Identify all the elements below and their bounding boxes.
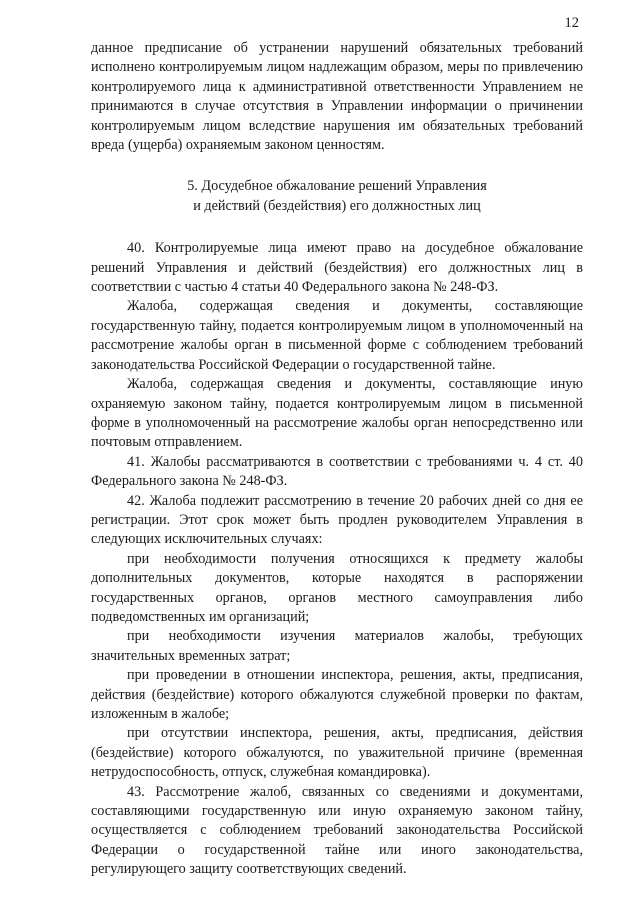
paragraph-40: 40. Контролируемые лица имеют право на досудебное обжалование решений Управления и действий (бездействия) его должностных лиц в соответствии с частью 4 статьи 40 Федерального закона № 248-ФЗ. xyxy=(91,240,583,296)
section-heading xyxy=(91,177,583,216)
page-content xyxy=(91,39,583,880)
intro-paragraph: данное предписание об устранении нарушений обязательных требований исполнено контролируемым лицом надлежащим образом, меры по привлечению контролируемого лица к административной ответственности Управлением не принимаются в случае отсутствия в Управлении информации о причинении контролируемым лицом вследствие нарушения им обязательных требований вреда (ущерба) охраняемым законом ценностям. xyxy=(91,40,583,154)
paragraph-case-documents: при необходимости получения относящихся к предмету жалобы дополнительных документов, которые находятся в распоряжении государственных органов, органов местного самоуправления либо подведомственных им организаций; xyxy=(91,550,583,625)
paragraph-case-absence: при отсутствии инспектора, решения, акты, предписания, действия (бездействие) которого обжалуются, по уважительной причине (временная нетрудоспособность, отпуск, служебная командировка). xyxy=(91,725,583,781)
paragraph-case-inspection: при проведении в отношении инспектора, решения, акты, предписания, действия (бездействие) которого обжалуются служебной проверки по фактам, изложенным в жалобе; xyxy=(91,667,583,722)
paragraph-42: 42. Жалоба подлежит рассмотрению в течение 20 рабочих дней со дня ее регистрации. Этот срок может быть продлен руководителем Управления в следующих исключительных случаях: xyxy=(91,492,583,548)
paragraph-43: 43. Рассмотрение жалоб, связанных со сведениями и документами, составляющими государственную или иную охраняемую законом тайну, осуществляется с соблюдением требований законодательства Российской Федерации о государственной тайне или иного законодательства, регулирующего защиту соответствующих сведений. xyxy=(91,783,583,878)
paragraph-state-secret-complaint: Жалоба, содержащая сведения и документы, составляющие государственную тайну, подается контролируемым лицом в уполномоченный на рассмотрение жалобы орган в письменной форме с соблюдением требований законодательства Российской Федерации о государственной тайне. xyxy=(91,298,583,373)
paragraph-41: 41. Жалобы рассматриваются в соответствии с требованиями ч. 4 ст. 40 Федерального закона № 248-ФЗ. xyxy=(91,453,583,490)
paragraph-case-materials: при необходимости изучения материалов жалобы, требующих значительных временных затрат; xyxy=(91,628,583,664)
section-heading-line-2: и действий (бездействия) его должностных лиц xyxy=(193,197,481,214)
section-heading-line-1: 5. Досудебное обжалование решений Управления xyxy=(187,178,487,195)
page-number: 12 xyxy=(564,15,579,31)
paragraph-other-secret-complaint: Жалоба, содержащая сведения и документы, составляющие иную охраняемую законом тайну, подается контролируемым лицом в письменной форме в уполномоченный на рассмотрение жалобы орган непосредственно или почтовым отправлением. xyxy=(91,376,583,451)
